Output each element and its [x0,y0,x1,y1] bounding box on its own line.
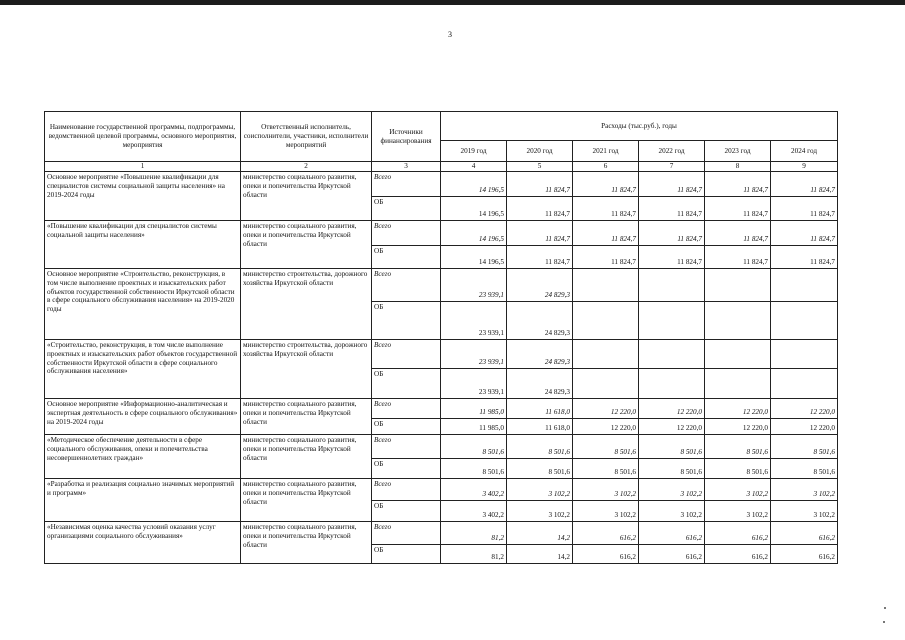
total-value: 616,2 [639,522,705,545]
program-name: Основное мероприятие «Строительство, реконструкция, в том числе выполнение проектных и изыскательских работ объектов государственной собственности Иркутской области в сфере социального обслуживания населения» на 2019-2020 годы [45,269,241,340]
total-value: 3 102,2 [771,479,838,501]
total-value: 12 220,0 [771,399,838,419]
source-total-label: Всего [372,340,441,369]
header-year: 2022 год [639,141,705,162]
ob-value: 3 102,2 [507,501,573,522]
ob-value: 11 824,7 [507,197,573,221]
total-value: 14 196,5 [441,221,507,246]
ob-value: 11 985,0 [441,419,507,435]
ob-value: 3 102,2 [639,501,705,522]
column-number: 3 [372,162,441,172]
source-total-label: Всего [372,435,441,459]
executor: министерство социального развития, опеки и попечительства Иркутской области [241,522,372,564]
ob-value: 616,2 [771,545,838,564]
program-name: «Методическое обеспечение деятельности в сфере социального обслуживания, опеки и попечительства несовершеннолетних граждан» [45,435,241,479]
source-ob-label: ОБ [372,419,441,435]
ob-value: 616,2 [639,545,705,564]
total-value: 11 824,7 [507,221,573,246]
total-value: 616,2 [705,522,771,545]
total-value: 616,2 [573,522,639,545]
total-value: 8 501,6 [639,435,705,459]
column-number: 7 [639,162,705,172]
source-ob-label: ОБ [372,501,441,522]
ob-value: 616,2 [705,545,771,564]
ob-value: 11 824,7 [507,246,573,269]
ob-value: 11 618,0 [507,419,573,435]
total-value: 12 220,0 [639,399,705,419]
header-year: 2020 год [507,141,573,162]
source-ob-label: ОБ [372,545,441,564]
header-year: 2021 год [573,141,639,162]
table-row [45,479,838,501]
ob-value: 8 501,6 [705,459,771,479]
executor: министерство строительства, дорожного хозяйства Иркутской области [241,269,372,340]
executor: министерство социального развития, опеки и попечительства Иркутской области [241,172,372,221]
header-year: 2024 год [771,141,838,162]
header-year: 2019 год [441,141,507,162]
total-value: 14 196,5 [441,172,507,197]
ob-value: 81,2 [441,545,507,564]
program-name: «Строительство, реконструкция, в том числе выполнение проектных и изыскательских работ объектов государственной собственности Иркутской области в сфере социального обслуживания населения» [45,340,241,399]
total-value: 616,2 [771,522,838,545]
ob-value: 11 824,7 [573,197,639,221]
table-row [45,269,838,302]
total-value: 24 829,3 [507,269,573,302]
ob-value: 8 501,6 [771,459,838,479]
ob-value: 23 939,1 [441,369,507,399]
total-value: 11 824,7 [771,221,838,246]
column-number: 4 [441,162,507,172]
total-value: 81,2 [441,522,507,545]
ob-value: 11 824,7 [639,246,705,269]
total-value [573,269,639,302]
total-value: 23 939,1 [441,269,507,302]
table-row [45,340,838,369]
total-value: 3 102,2 [573,479,639,501]
total-value: 3 102,2 [639,479,705,501]
ob-value: 8 501,6 [507,459,573,479]
ob-value: 11 824,7 [705,246,771,269]
scan-speck [884,607,886,609]
header-expenses: Расходы (тыс.руб.), годы [441,112,838,141]
scan-border [0,0,905,5]
column-number: 1 [45,162,241,172]
total-value: 3 102,2 [705,479,771,501]
executor: министерство социального развития, опеки и попечительства Иркутской области [241,435,372,479]
header-funding-source: Источники финансирования [372,112,441,162]
source-total-label: Всего [372,479,441,501]
ob-value [705,369,771,399]
total-value: 11 824,7 [639,221,705,246]
ob-value: 12 220,0 [771,419,838,435]
column-number: 6 [573,162,639,172]
program-name: «Повышение квалификации для специалистов системы социальной защиты населения» [45,221,241,269]
executor: министерство строительства, дорожного хозяйства Иркутской области [241,340,372,399]
total-value: 14,2 [507,522,573,545]
ob-value: 3 102,2 [771,501,838,522]
header-year: 2023 год [705,141,771,162]
table-row [45,172,838,197]
total-value: 8 501,6 [771,435,838,459]
executor: министерство социального развития, опеки и попечительства Иркутской области [241,479,372,522]
ob-value [771,302,838,340]
total-value: 8 501,6 [441,435,507,459]
total-value: 23 939,1 [441,340,507,369]
total-value: 12 220,0 [705,399,771,419]
source-total-label: Всего [372,221,441,246]
ob-value [639,302,705,340]
ob-value: 12 220,0 [573,419,639,435]
total-value: 11 824,7 [771,172,838,197]
total-value: 11 824,7 [705,172,771,197]
total-value: 3 402,2 [441,479,507,501]
total-value [573,340,639,369]
source-total-label: Всего [372,522,441,545]
total-value: 8 501,6 [705,435,771,459]
total-value [639,340,705,369]
budget-table [44,111,838,564]
source-total-label: Всего [372,399,441,419]
ob-value: 11 824,7 [771,197,838,221]
ob-value: 616,2 [573,545,639,564]
table-row [45,399,838,419]
source-ob-label: ОБ [372,369,441,399]
executor: министерство социального развития, опеки и попечительства Иркутской области [241,221,372,269]
column-number: 8 [705,162,771,172]
source-ob-label: ОБ [372,302,441,340]
ob-value: 11 824,7 [573,246,639,269]
total-value: 12 220,0 [573,399,639,419]
total-value [771,340,838,369]
ob-value: 12 220,0 [639,419,705,435]
total-value: 11 985,0 [441,399,507,419]
page-number: 3 [448,30,452,39]
source-ob-label: ОБ [372,246,441,269]
scan-speck [883,621,885,623]
program-name: Основное мероприятие «Информационно-аналитическая и экспертная деятельность в сфере социального обслуживания» на 2019-2024 годы [45,399,241,435]
ob-value [573,369,639,399]
ob-value: 14 196,5 [441,197,507,221]
total-value: 3 102,2 [507,479,573,501]
total-value: 11 824,7 [573,172,639,197]
total-value [705,269,771,302]
ob-value: 12 220,0 [705,419,771,435]
total-value [639,269,705,302]
source-ob-label: ОБ [372,197,441,221]
ob-value [639,369,705,399]
total-value: 8 501,6 [507,435,573,459]
ob-value [573,302,639,340]
column-number: 9 [771,162,838,172]
ob-value: 8 501,6 [639,459,705,479]
ob-value: 3 402,2 [441,501,507,522]
table-row [45,221,838,246]
ob-value: 8 501,6 [573,459,639,479]
ob-value: 3 102,2 [573,501,639,522]
program-name: «Разработка и реализация социально значимых мероприятий и программ» [45,479,241,522]
ob-value: 23 939,1 [441,302,507,340]
ob-value: 14 196,5 [441,246,507,269]
total-value: 11 618,0 [507,399,573,419]
ob-value: 24 829,3 [507,369,573,399]
ob-value: 14,2 [507,545,573,564]
header-program-name: Наименование государственной программы, подпрограммы, ведомственной целевой программы, основного мероприятия, мероприятия [45,112,241,162]
total-value: 24 829,3 [507,340,573,369]
ob-value: 11 824,7 [705,197,771,221]
total-value: 11 824,7 [507,172,573,197]
column-number: 2 [241,162,372,172]
total-value: 11 824,7 [639,172,705,197]
column-number: 5 [507,162,573,172]
total-value [771,269,838,302]
executor: министерство социального развития, опеки и попечительства Иркутской области [241,399,372,435]
ob-value: 8 501,6 [441,459,507,479]
ob-value: 11 824,7 [639,197,705,221]
ob-value [705,302,771,340]
source-ob-label: ОБ [372,459,441,479]
program-name: «Независимая оценка качества условий оказания услуг организациями социального обслуживания» [45,522,241,564]
total-value: 11 824,7 [705,221,771,246]
table-row [45,522,838,545]
total-value [705,340,771,369]
table-row [45,435,838,459]
source-total-label: Всего [372,269,441,302]
ob-value [771,369,838,399]
program-name: Основное мероприятие «Повышение квалификации для специалистов системы социальной защиты населения» на 2019-2024 годы [45,172,241,221]
header-executor: Ответственный исполнитель, соисполнители, участники, исполнители мероприятий [241,112,372,162]
ob-value: 24 829,3 [507,302,573,340]
ob-value: 11 824,7 [771,246,838,269]
total-value: 8 501,6 [573,435,639,459]
total-value: 11 824,7 [573,221,639,246]
ob-value: 3 102,2 [705,501,771,522]
source-total-label: Всего [372,172,441,197]
